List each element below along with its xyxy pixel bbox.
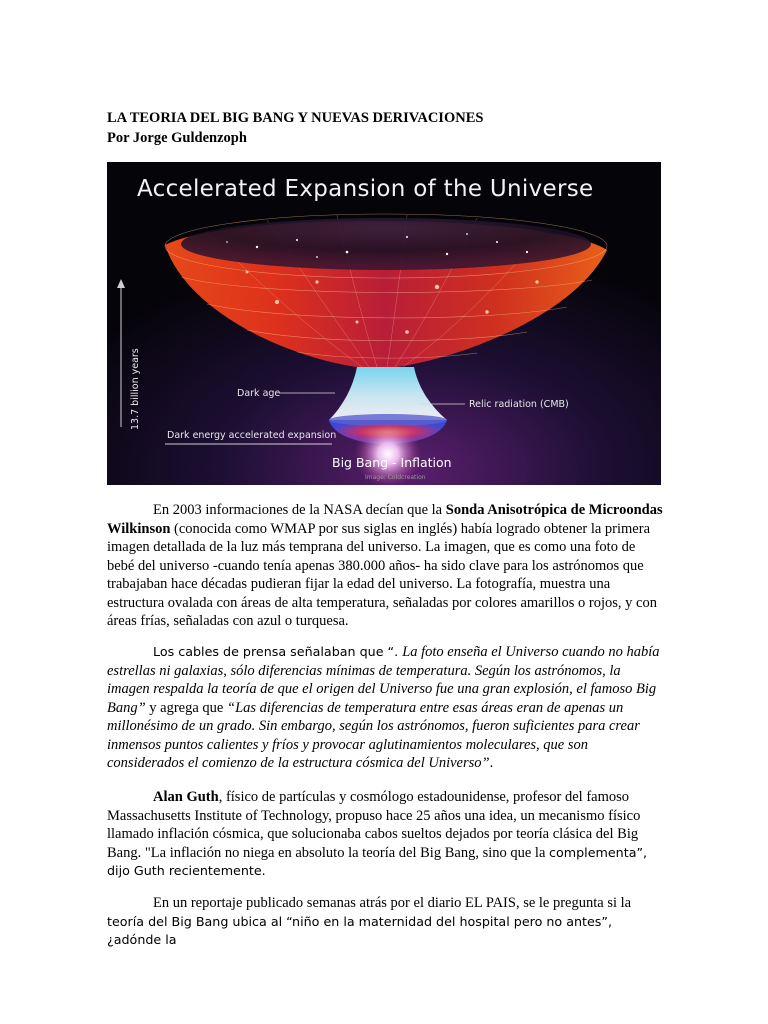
p2-mid: y agrega que <box>145 699 227 716</box>
p2-quote2: “Las diferencias de temperatura entre esas áreas eran de apenas un millonésimo de un grado. Sin embargo, según los astrónomos, fueron suficientes para crear inmensos puntos calientes y fríos y provocar aglutinamientos moleculares, que son considerados el comienzo de la estructura cósmica del Universo” <box>107 699 640 771</box>
paragraph-press <box>107 643 663 773</box>
paragraph-wmap <box>107 501 663 631</box>
figure-dark-age-label: Dark age <box>237 388 281 399</box>
paragraph-elpais <box>107 894 663 950</box>
figure-bigbang-label: Big Bang - Inflation <box>332 455 452 470</box>
p2-end: . <box>489 755 494 771</box>
p3-bold: Alan Guth <box>153 789 219 805</box>
p2-quote1: La foto enseña el Universo cuando no había estrellas ni galaxias, sólo diferencias mínimas de temperatura. Según los astrónomos, la imagen respalda la teoría de que el origen del Universo fue una gran explosión, el famoso Big Bang” <box>107 644 660 716</box>
figure-credit: Image: Coldcreation <box>365 474 426 481</box>
universe-expansion-figure <box>107 162 661 485</box>
figure-dark-energy-label: Dark energy accelerated expansion <box>167 430 337 441</box>
figure-relic-label: Relic radiation (CMB) <box>469 399 569 410</box>
paragraph-guth <box>107 788 663 881</box>
document-title: LA TEORIA DEL BIG BANG Y NUEVAS DERIVACIONES <box>107 110 484 126</box>
document-header <box>107 108 483 148</box>
p3-sans: complementa”, dijo Guth recientemente. <box>107 844 648 878</box>
p1-rest: (conocida como WMAP por sus siglas en inglés) había logrado obtener la primera imagen detallada de la luz más temprana del universo. La imagen, que es como una foto de bebé del universo -cuando tenía apenas 380.000 años- ha sido clave para los astrónomos que trabajaban hace décadas pudieran fijar la edad del universo. La fotografía, muestra una estructura ovalada con áreas de alta temperatura, señaladas por colores amarillos o rojos, y con áreas frías, señaladas con azul o turquesa. <box>107 520 657 629</box>
figure-title: Accelerated Expansion of the Universe <box>137 176 594 202</box>
p3-rest: , físico de partículas y cosmólogo estadounidense, profesor del famoso Massachusetts Institute of Technology, propuso hace 25 años una idea, un mecanismo físico llamado inflación cósmica, que solucionaba cabos sueltos dejados por teoría clásica del Big Bang. "La inflación no niega en absoluto la teoría del Big Bang, sino que la <box>107 789 641 861</box>
p1-lead: En 2003 informaciones de la NASA decían que la <box>153 502 446 518</box>
p4-sans: teoría del Big Bang ubica al “niño en la maternidad del hospital pero no antes”, ¿adónde la <box>107 913 613 947</box>
p4-lead: En un reportaje publicado semanas atrás por el diario EL PAIS, se le pregunta si la <box>153 895 632 911</box>
p2-lead: Los cables de prensa señalaban que “. <box>153 644 403 659</box>
figure-time-label: 13.7 billion years <box>130 348 141 430</box>
universe-expansion-illustration <box>107 162 661 485</box>
document-author: Por Jorge Guldenzoph <box>107 130 247 146</box>
p1-bold: Sonda Anisotrópica de Microondas Wilkinson <box>107 502 663 537</box>
